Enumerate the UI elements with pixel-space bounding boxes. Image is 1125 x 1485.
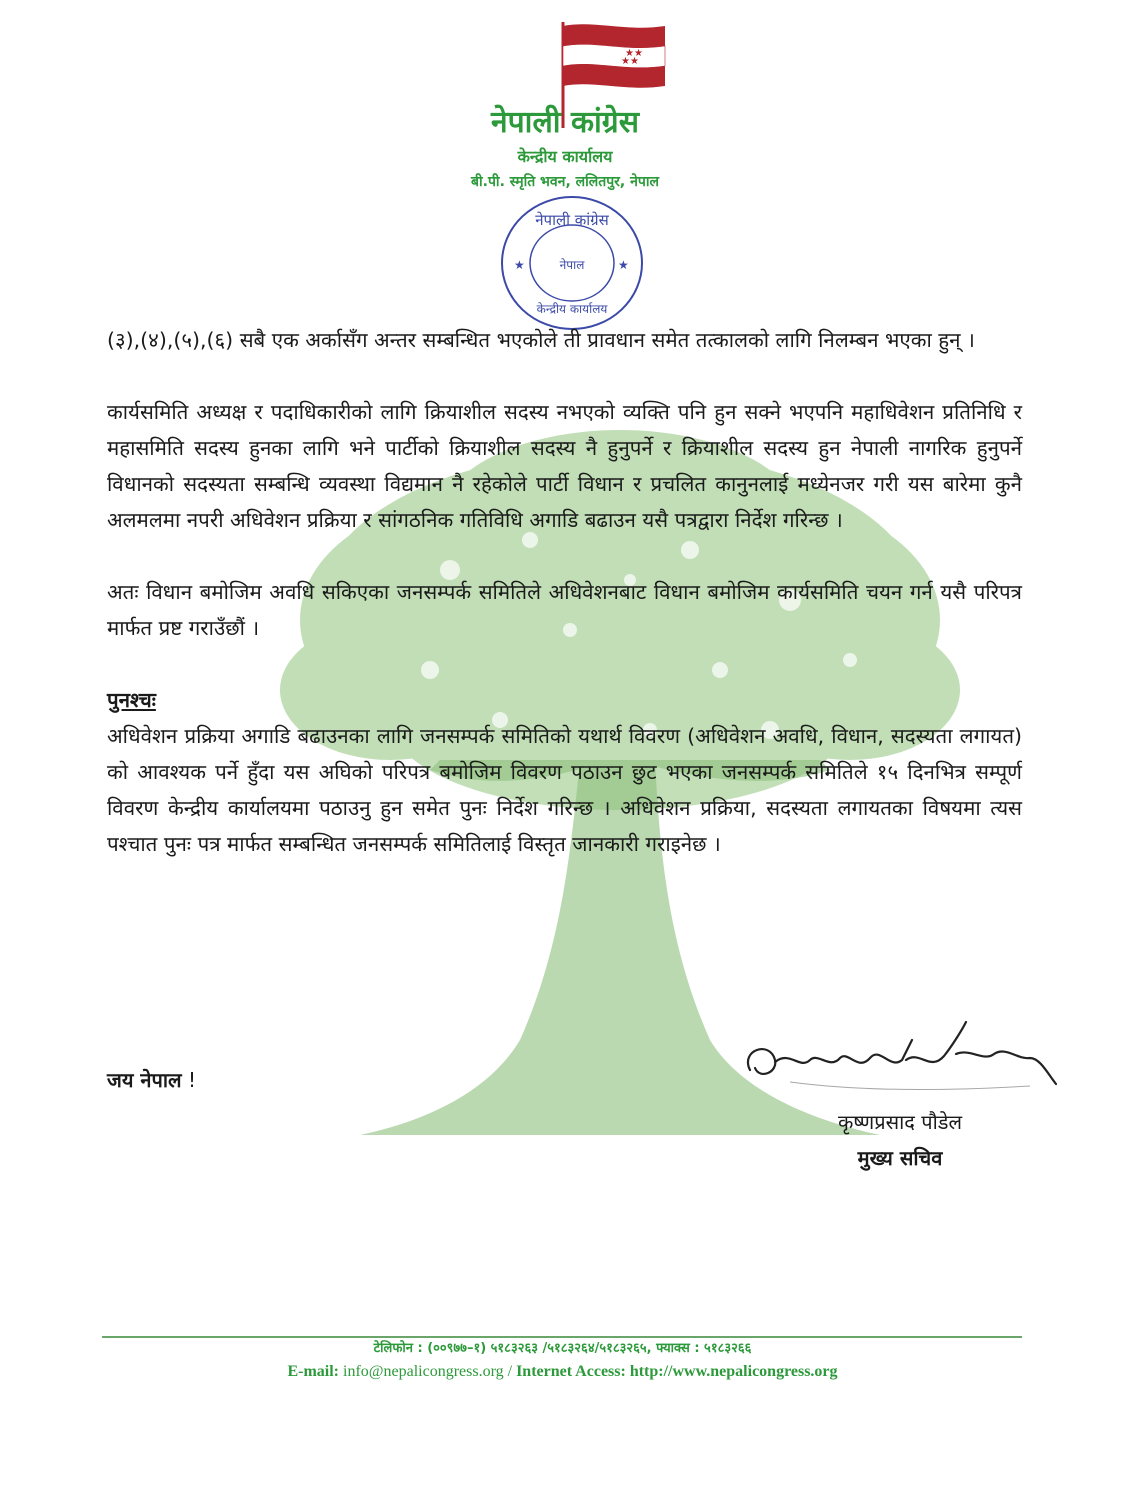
email-link[interactable]: info@nepalicongress.org bbox=[343, 1363, 504, 1380]
office-name: केन्द्रीय कार्यालय bbox=[517, 147, 613, 166]
org-name: नेपाली कांग्रेस bbox=[490, 105, 640, 140]
internet-access-link[interactable]: Internet Access: http://www.nepalicongress.org bbox=[516, 1363, 838, 1380]
closing bbox=[107, 1066, 196, 1093]
handwritten-signature bbox=[730, 1010, 1060, 1100]
svg-text:★: ★ bbox=[618, 258, 629, 272]
letter-body bbox=[107, 322, 1022, 862]
seal-top-text: नेपाली कांग्रेस bbox=[535, 211, 609, 229]
svg-text:★★: ★★ bbox=[625, 48, 643, 59]
paragraph-1: (३),(४),(५),(६) सबै एक अर्कासँग अन्तर सम्बन्धित भएकोले ती प्रावधान समेत तत्कालको लागि निलम्बन भएका हुन् । bbox=[107, 328, 975, 352]
svg-text:★★: ★★ bbox=[621, 56, 639, 67]
letterhead bbox=[0, 0, 1125, 330]
footer-separator: / bbox=[507, 1363, 513, 1380]
closing-exclaim: ! bbox=[187, 1068, 196, 1092]
closing-greeting: जय नेपाल bbox=[107, 1068, 182, 1092]
office-seal bbox=[498, 193, 646, 333]
paragraph-2: कार्यसमिति अध्यक्ष र पदाधिकारीको लागि क्रियाशील सदस्य नभएको व्यक्ति पनि हुन सक्ने भएपनि महाधिवेशन प्रतिनिधि र महासमिति सदस्य हुनका लागि भने पार्टीको क्रियाशील सदस्य नै हुनुपर्ने र क्रियाशील सदस्य हुन नेपाली नागरिक हुनुपर्ने विधानको सदस्यता सम्बन्धि व्यवस्था विद्यमान नै रहेकोले पार्टी विधान र प्रचलित कानुनलाई मध्येनजर गरी यस बारेमा कुनै अलमलमा नपरी अधिवेशन प्रक्रिया र सांगठनिक गतिविधि अगाडि बढाउन यसै पत्रद्वारा निर्देश गरिन्छ । bbox=[107, 400, 1022, 532]
footer-contact bbox=[0, 1363, 1125, 1381]
signer-name: कृष्णप्रसाद पौडेल bbox=[837, 1110, 963, 1134]
seal-bottom-text: केन्द्रीय कार्यालय bbox=[536, 302, 608, 316]
paragraph-3: अतः विधान बमोजिम अवधि सकिएका जनसम्पर्क समितिले अधिवेशनबाट विधान बमोजिम कार्यसमिति चयन गर्न यसै परिपत्र मार्फत प्रष्ट गराउँछौं । bbox=[107, 580, 1022, 640]
footer-phone: टेलिफोन : (००९७७–१) ५१८३२६३ /५१८३२६४/५१८३२६५, फ्याक्स : ५१८३२६६ bbox=[373, 1341, 752, 1356]
signer-title: मुख्य सचिव bbox=[857, 1146, 943, 1170]
office-address: बी.पी. स्मृति भवन, ललितपुर, नेपाल bbox=[471, 174, 659, 190]
svg-text:★: ★ bbox=[514, 258, 525, 272]
postscript-heading: पुनश्चः bbox=[107, 688, 156, 712]
email-label: E-mail: bbox=[287, 1363, 339, 1380]
postscript-text: अधिवेशन प्रक्रिया अगाडि बढाउनका लागि जनसम्पर्क समितिको यथार्थ विवरण (अधिवेशन अवधि, विधान, सदस्यता लगायत) को आवश्यक पर्ने हुँदा यस अघिको परिपत्र बमोजिम विवरण पठाउन छुट भएका जनसम्पर्क समितिले १५ दिनभित्र सम्पूर्ण विवरण केन्द्रीय कार्यालयमा पठाउनु हुन समेत पुनः निर्देश गरिन्छ । अधिवेशन प्रक्रिया, सदस्यता लगायतका विषयमा त्यस पश्चात पुनः पत्र मार्फत सम्बन्धित जनसम्पर्क समितिलाई विस्तृत जानकारी गराइनेछ । bbox=[107, 724, 1022, 856]
seal-center-text: नेपाल bbox=[559, 258, 585, 272]
